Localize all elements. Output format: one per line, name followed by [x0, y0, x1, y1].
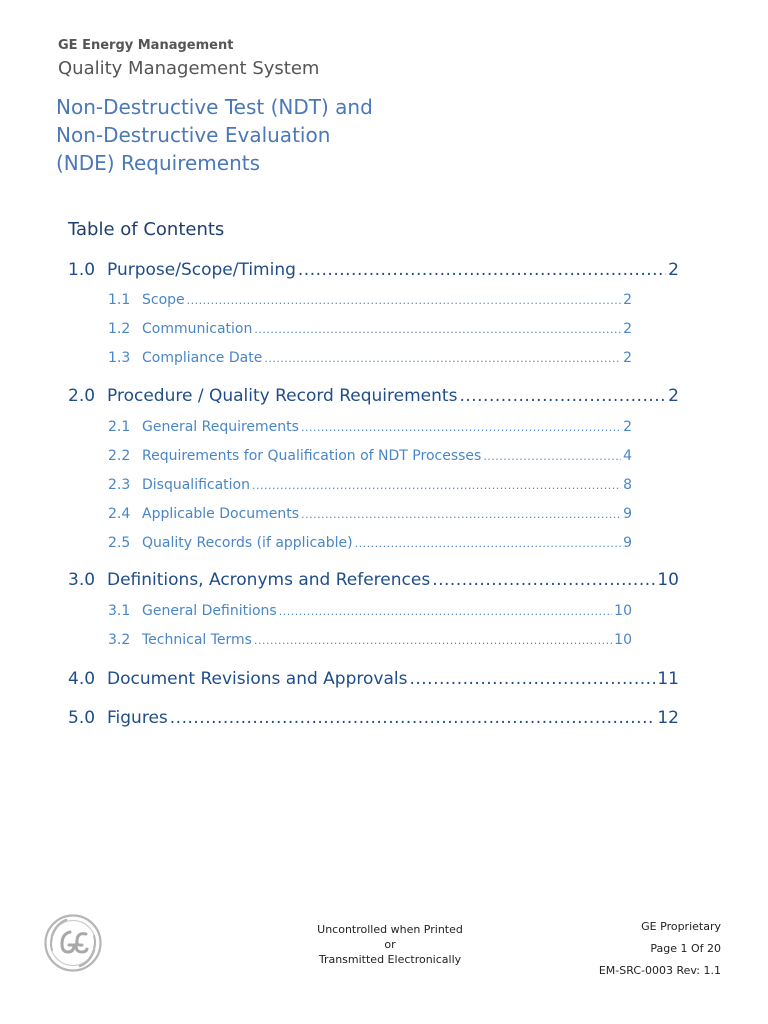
toc-entry-5-0[interactable] — [68, 708, 679, 728]
toc-number: 5.0 — [68, 708, 96, 728]
toc-title: Procedure / Quality Record Requirements — [107, 386, 458, 406]
toc-number: 2.0 — [68, 386, 96, 406]
toc-page: 10 — [657, 570, 679, 590]
proprietary-label: GE Proprietary — [641, 920, 721, 933]
toc-leader — [355, 535, 621, 551]
toc-page: 2 — [623, 292, 632, 308]
toc-title: Applicable Documents — [142, 506, 300, 522]
toc-page: 2 — [623, 321, 632, 337]
toc-number: 3.0 — [68, 570, 96, 590]
toc-number: 2.3 — [108, 477, 131, 493]
toc-number: 2.4 — [108, 506, 131, 522]
toc-leader — [254, 321, 621, 337]
toc-entry-2-2[interactable] — [108, 448, 632, 464]
document-id: EM-SRC-0003 Rev: 1.1 — [598, 964, 721, 977]
toc-page: 12 — [657, 708, 679, 728]
company-name: GE Energy Management — [58, 38, 234, 53]
toc-leader — [301, 506, 621, 522]
toc-entry-3-1[interactable] — [108, 603, 632, 619]
toc-entry-3-2[interactable] — [108, 632, 632, 648]
page-number: Page 1 Of 20 — [650, 942, 721, 955]
footer-meta — [599, 916, 721, 982]
system-name: Quality Management System — [58, 58, 320, 79]
toc-heading: Table of Contents — [68, 219, 225, 240]
toc-entry-2-1[interactable] — [108, 419, 632, 435]
toc-entry-2-3[interactable] — [108, 477, 632, 493]
toc-page: 4 — [623, 448, 632, 464]
toc-page: 2 — [668, 386, 679, 406]
footer-disclaimer-line-1: Uncontrolled when Printed — [317, 923, 463, 936]
toc-title: Technical Terms — [142, 632, 252, 648]
toc-title: Document Revisions and Approvals — [107, 669, 408, 689]
toc-page: 9 — [623, 506, 632, 522]
toc-title: General Definitions — [142, 603, 277, 619]
toc-entry-1-2[interactable] — [108, 321, 632, 337]
toc-number: 3.1 — [108, 603, 131, 619]
toc-entry-1-1[interactable] — [108, 292, 632, 308]
toc-title: Communication — [142, 321, 253, 337]
toc-number: 4.0 — [68, 669, 96, 689]
toc-entry-1-3[interactable] — [108, 350, 632, 366]
toc-page: 10 — [614, 603, 632, 619]
toc-title: Purpose/Scope/Timing — [107, 260, 296, 280]
toc-leader — [301, 419, 621, 435]
toc-page: 9 — [623, 535, 632, 551]
toc-title: Definitions, Acronyms and References — [107, 570, 431, 590]
toc-title: Disqualification — [142, 477, 250, 493]
toc-entry-2-0[interactable] — [68, 386, 679, 406]
toc-leader — [170, 708, 656, 728]
footer-disclaimer-line-2: or — [384, 938, 396, 951]
toc-leader — [252, 477, 621, 493]
toc-entry-3-0[interactable] — [68, 570, 679, 590]
toc-number: 2.2 — [108, 448, 131, 464]
footer-disclaimer-line-3: Transmitted Electronically — [318, 953, 462, 966]
toc-entry-1-0[interactable] — [68, 260, 679, 280]
toc-number: 1.2 — [108, 321, 131, 337]
title-line-2: Non-Destructive Evaluation — [56, 123, 331, 147]
title-line-1: Non-Destructive Test (NDT) and — [56, 95, 373, 119]
toc-title: Requirements for Qualification of NDT Processes — [142, 448, 482, 464]
toc-title: Compliance Date — [142, 350, 263, 366]
toc-number: 1.3 — [108, 350, 131, 366]
toc-title: Scope — [142, 292, 185, 308]
toc-page: 2 — [668, 260, 679, 280]
footer-disclaimer — [290, 922, 490, 967]
toc-leader — [254, 632, 612, 648]
toc-number: 3.2 — [108, 632, 131, 648]
toc-leader — [187, 292, 621, 308]
toc-page: 10 — [614, 632, 632, 648]
toc-number: 1.0 — [68, 260, 96, 280]
title-line-3: (NDE) Requirements — [56, 151, 261, 175]
toc-leader — [459, 386, 666, 406]
toc-number: 1.1 — [108, 292, 131, 308]
toc-page: 8 — [623, 477, 632, 493]
toc-entry-2-4[interactable] — [108, 506, 632, 522]
toc-page: 2 — [623, 350, 632, 366]
toc-leader — [264, 350, 621, 366]
toc-title: General Requirements — [142, 419, 299, 435]
document-title — [56, 93, 516, 177]
toc-number: 2.1 — [108, 419, 131, 435]
toc-number: 2.5 — [108, 535, 131, 551]
toc-leader — [409, 669, 655, 689]
toc-leader — [279, 603, 612, 619]
toc-title: Figures — [107, 708, 168, 728]
toc-leader — [483, 448, 621, 464]
ge-logo-icon — [44, 914, 102, 972]
toc-entry-4-0[interactable] — [68, 669, 679, 689]
toc-entry-2-5[interactable] — [108, 535, 632, 551]
toc-leader — [298, 260, 666, 280]
toc-title: Quality Records (if applicable) — [142, 535, 353, 551]
toc-leader — [432, 570, 655, 590]
toc-page: 2 — [623, 419, 632, 435]
toc-page: 11 — [657, 669, 679, 689]
